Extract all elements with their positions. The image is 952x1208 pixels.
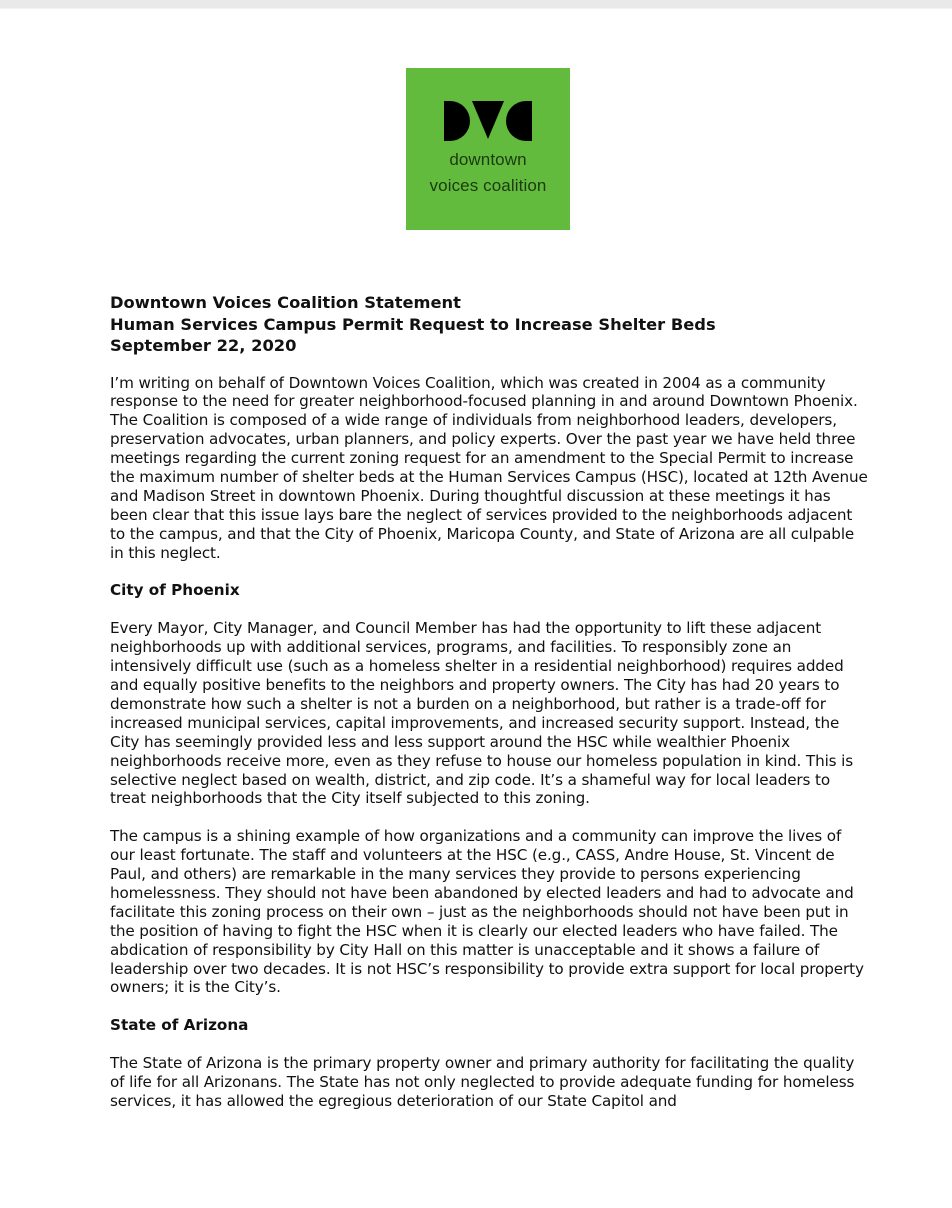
- document-body: [110, 292, 870, 1130]
- logo-text-voices-coalition: voices coalition: [429, 176, 547, 195]
- logo-text-downtown: downtown: [449, 150, 527, 169]
- section-heading-city-of-phoenix: City of Phoenix: [110, 581, 240, 600]
- viewer-top-bar: [0, 0, 952, 9]
- statement-title: Downtown Voices Coalition Statement: [110, 293, 461, 312]
- document-title-block: [110, 292, 870, 357]
- statement-date: September 22, 2020: [110, 336, 297, 355]
- intro-paragraph: I’m writing on behalf of Downtown Voices Coalition, which was created in 2004 as a community response to the need for greater neighborhood-focused planning in and around Downtown Phoenix. The Coalition is composed of a wide range of individuals from neighborhood leaders, developers, preservation advocates, urban planners, and policy experts. Over the past year we have held three meetings regarding the current zoning request for an amendment to the Special Permit to increase the maximum number of shelter beds at the Human Services Campus (HSC), located at 12th Avenue and Madison Street in downtown Phoenix. During thoughtful discussion at these meetings it has been clear that this issue lays bare the neglect of services provided to the neighborhoods adjacent to the campus, and that the City of Phoenix, Maricopa County, and State of Arizona are all culpable in this neglect.: [110, 373, 868, 562]
- dvc-logo-mark-icon: [444, 101, 532, 141]
- statement-subject: Human Services Campus Permit Request to Increase Shelter Beds: [110, 314, 716, 334]
- dvc-logo: [406, 68, 570, 230]
- city-paragraph-2: The campus is a shining example of how organizations and a community can improve the lives of our least fortunate. The staff and volunteers at the HSC (e.g., CASS, Andre House, St. Vincent de Paul, and others) are remarkable in the many services they provide to persons experiencing homelessness. They should not have been abandoned by elected leaders and had to advocate and facilitate this zoning process on their own – just as the neighborhoods should not have been put in the position of having to fight the HSC when it is clearly our elected leaders who have failed. The abdication of responsibility by City Hall on this matter is unacceptable and it shows a failure of leadership over two decades. It is not HSC’s responsibility to provide extra support for local property owners; it is the City’s.: [110, 827, 864, 997]
- city-paragraph-1: Every Mayor, City Manager, and Council Member has had the opportunity to lift these adjacent neighborhoods up with additional services, programs, and facilities. To responsibly zone an intensively difficult use (such as a homeless shelter in a residential neighborhood) requires added and equally positive benefits to the neighbors and property owners. The City has had 20 years to demonstrate how such a shelter is not a burden on a neighborhood, but rather is a trade-off for increased municipal services, capital improvements, and increased security support. Instead, the City has seemingly provided less and less support around the HSC while wealthier Phoenix neighborhoods receive more, even as they refuse to house our homeless population in kind. This is selective neglect based on wealth, district, and zip code. It’s a shameful way for local leaders to treat neighborhoods that the City itself subjected to this zoning.: [110, 619, 854, 808]
- section-heading-state-of-arizona: State of Arizona: [110, 1016, 249, 1035]
- state-paragraph-1: The State of Arizona is the primary property owner and primary authority for facilitating the quality of life for all Arizonans. The State has not only neglected to provide adequate funding for homeless services, it has allowed the egregious deterioration of our State Capitol and: [110, 1054, 855, 1110]
